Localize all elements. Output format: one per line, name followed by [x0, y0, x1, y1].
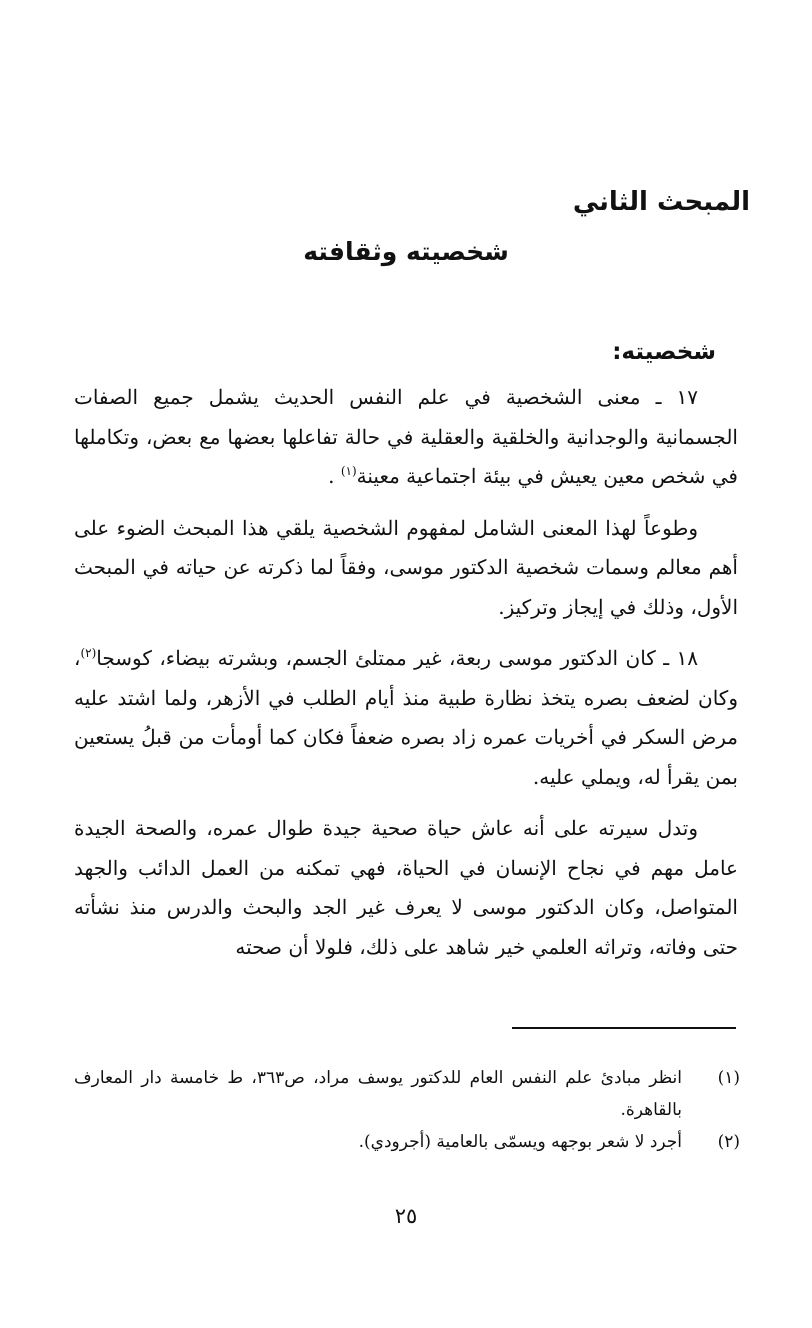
paragraph-4 [74, 809, 738, 967]
footnote-2 [74, 1126, 740, 1158]
paragraph-end: ، وكان لضعف بصره يتخذ نظارة طبية منذ أيام الطلب في الأزهر، ولما اشتد عليه مرض السكر في أخريات عمره زاد بصره ضعفاً فكان كما أومأت من قبلُ يستعين بمن يقرأ له، ويملي عليه. [74, 646, 738, 789]
footnote-number: (٢) [717, 1132, 740, 1152]
footnote-ref-1: (١) [340, 464, 357, 478]
footnotes [74, 1062, 740, 1158]
body-text [74, 378, 738, 979]
section-label: المبحث الثاني [572, 187, 750, 217]
chapter-title: شخصيته وثقافته [303, 237, 509, 266]
paragraph-text: ١٧ ـ معنى الشخصية في علم النفس الحديث يشمل جميع الصفات الجسمانية والوجدانية والخلقية والعقلية في حالة تفاعلها بعضها مع بعض، وتكاملها في شخص معين يعيش في بيئة اجتماعية معينة [74, 385, 738, 488]
paragraph-2 [74, 509, 738, 628]
footnote-text: انظر مبادئ علم النفس العام للدكتور يوسف مراد، ص٣٦٣، ط خامسة دار المعارف بالقاهرة. [74, 1068, 682, 1120]
paragraph-3 [74, 639, 738, 797]
sub-heading: شخصيته: [612, 339, 716, 365]
footnote-ref-2: (٢) [80, 646, 97, 660]
footnote-text: أجرد لا شعر بوجهه ويسمّى بالعامية (أجرودي). [358, 1132, 682, 1152]
footnote-number: (١) [717, 1068, 740, 1088]
paragraph-text: وتدل سيرته على أنه عاش حياة صحية جيدة طوال عمره، والصحة الجيدة عامل مهم في نجاح الإنسان في الحياة، فهي تمكنه من العمل الدائب والجهد المتواصل، وكان الدكتور موسى لا يعرف غير الجد والبحث والدرس منذ نشأته حتى وفاته، وتراثه العلمي خير شاهد على ذلك، فلولا أن صحته [74, 816, 738, 959]
paragraph-end: . [328, 464, 341, 488]
paragraph-text: وطوعاً لهذا المعنى الشامل لمفهوم الشخصية يلقي هذا المبحث الضوء على أهم معالم وسمات شخصية الدكتور موسى، وفقاً لما ذكرته عن حياته في المبحث الأول، وذلك في إيجاز وتركيز. [74, 515, 738, 619]
footnote-divider [512, 1027, 736, 1029]
page-number: ٢٥ [394, 1204, 418, 1228]
footnote-1 [74, 1062, 740, 1126]
paragraph-text: ١٨ ـ كان الدكتور موسى ربعة، غير ممتلئ الجسم، وبشرته بيضاء، كوسجا [96, 646, 698, 670]
paragraph-1 [74, 378, 738, 497]
